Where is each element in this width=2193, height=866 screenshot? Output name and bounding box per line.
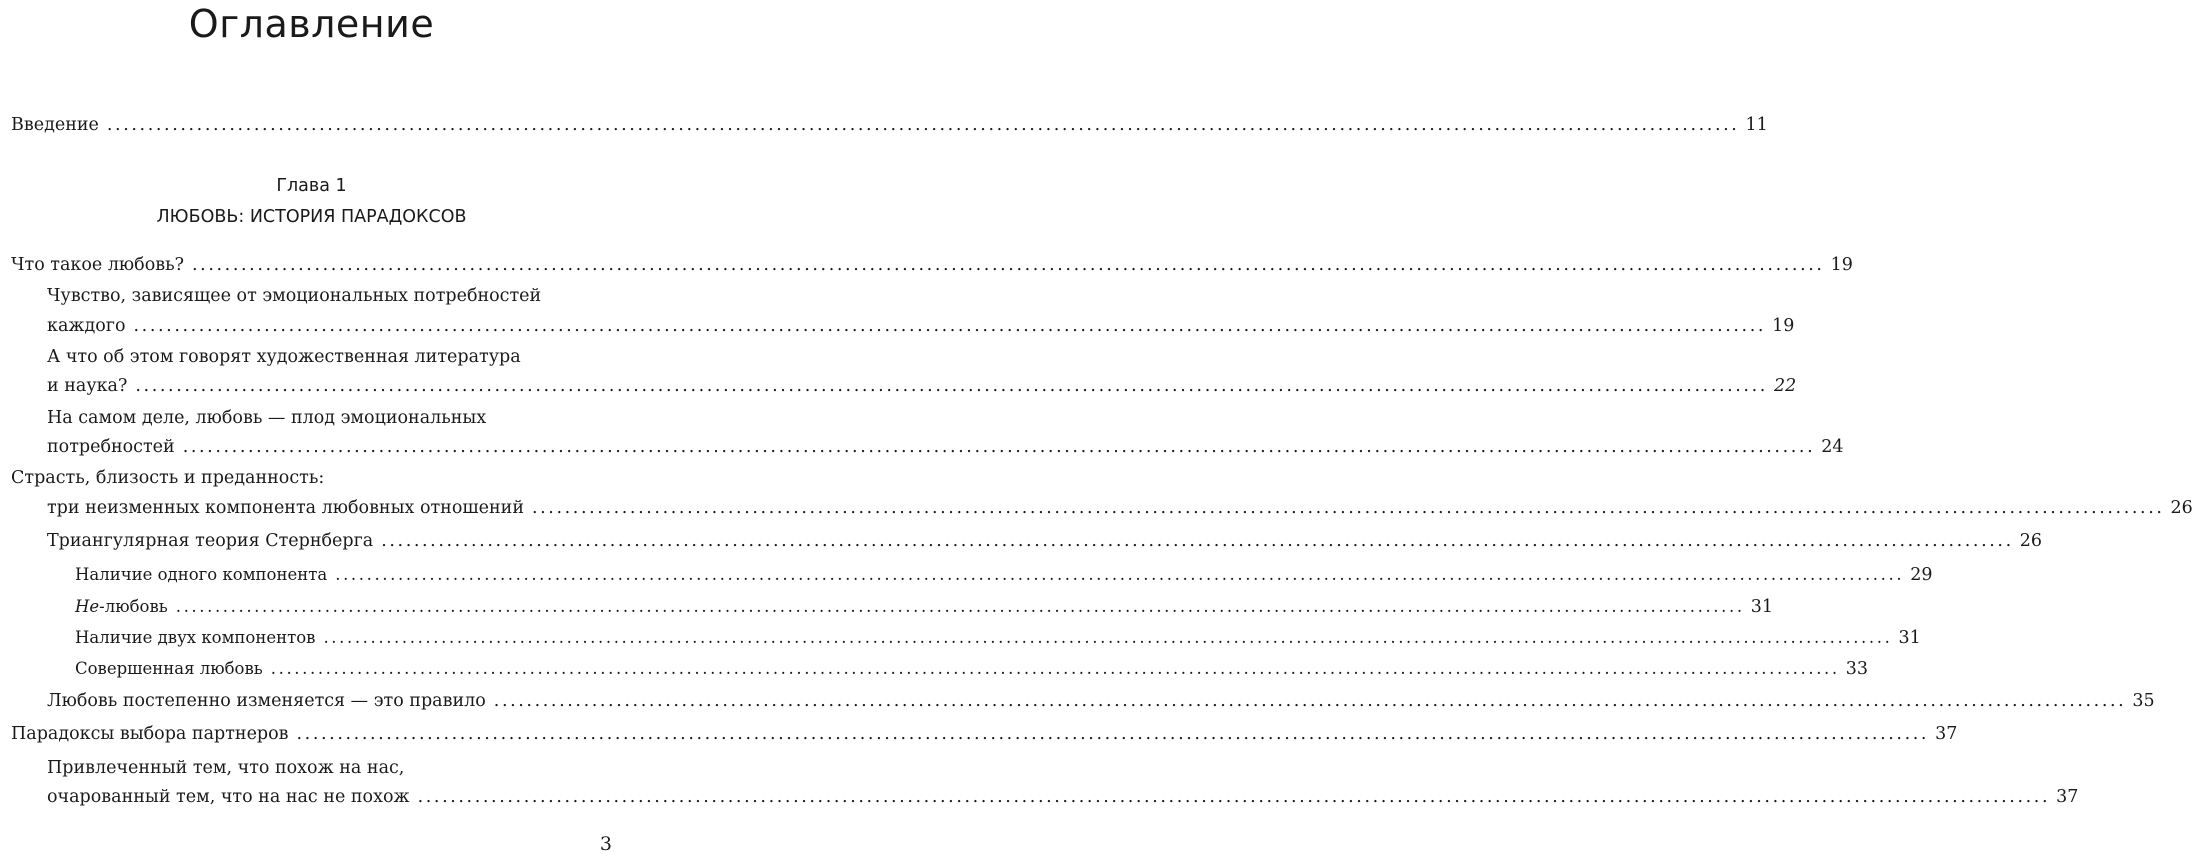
leader-dots: ........................................................................................................................................................................................................ (296, 724, 1930, 744)
toc-entry[interactable] (75, 596, 1773, 618)
leader-dots: ........................................................................................................................................................................................................ (335, 565, 1905, 584)
toc-page-number: 31 (1898, 628, 1921, 648)
toc-entry-text: три неизменных компонента любовных отношений (47, 498, 524, 518)
leader-dots: ........................................................................................................................................................................................................ (192, 255, 1825, 275)
leader-dots: ........................................................................................................................................................................................................ (133, 316, 1767, 336)
toc-entry[interactable] (47, 786, 2079, 808)
toc-entry[interactable] (75, 658, 1869, 680)
toc-entry[interactable] (75, 627, 1921, 649)
toc-entry-text (75, 596, 168, 618)
chapter-number: Глава 1 (276, 176, 347, 196)
toc-entry-text: Парадоксы выбора партнеров (11, 724, 289, 744)
chapter-title: ЛЮБОВЬ: ИСТОРИЯ ПАРАДОКСОВ (156, 207, 467, 227)
toc-page-number: 22 (1773, 376, 1797, 396)
toc-entry-text-italic: Не (75, 597, 100, 616)
toc-entry-text: каждого (47, 316, 126, 336)
toc-entry-text: Триангулярная теория Стернберга (47, 531, 374, 551)
toc-page-number: 33 (1845, 659, 1869, 679)
toc-page-number: 19 (1772, 316, 1795, 336)
toc-page-number: 26 (2019, 531, 2043, 551)
toc-entry[interactable] (11, 254, 1853, 276)
toc-entry-text-line1: Страсть, близость и преданность: (11, 468, 325, 488)
toc-entry-intro[interactable] (11, 114, 1768, 136)
toc-entry[interactable] (47, 315, 1795, 337)
leader-dots: ........................................................................................................................................................................................................ (381, 531, 2014, 551)
toc-entry[interactable] (47, 497, 2193, 519)
toc-entry-text: потребностей (47, 437, 175, 457)
toc-entry-text: Совершенная любовь (75, 659, 263, 678)
toc-page-number: 35 (2132, 691, 2155, 711)
toc-entry-text: Наличие двух компонентов (75, 628, 316, 647)
toc-entry-text: Любовь постепенно изменяется — это правило (47, 691, 486, 711)
leader-dots: ........................................................................................................................................................................................................ (106, 115, 1740, 135)
toc-entry-text-line1: Чувство, зависящее от эмоциональных потребностей (47, 286, 542, 306)
toc-entry[interactable] (47, 690, 2155, 712)
leader-dots: ........................................................................................................................................................................................................ (270, 659, 1840, 678)
toc-entry[interactable] (47, 530, 2043, 552)
toc-page-number: 29 (1910, 565, 1933, 585)
toc-entry-text-line1: А что об этом говорят художественная литература (47, 347, 521, 367)
leader-dots: ........................................................................................................................................................................................................ (417, 787, 2051, 807)
leader-dots: ........................................................................................................................................................................................................ (135, 376, 1768, 396)
toc-page-number: 37 (1935, 724, 1958, 744)
toc-entry[interactable] (11, 723, 1958, 745)
toc-page-number: 24 (1821, 437, 1844, 457)
toc-entry-text-line1: На самом деле, любовь — плод эмоциональных (47, 408, 487, 428)
leader-dots: ........................................................................................................................................................................................................ (493, 691, 2127, 711)
toc-entry-text-line1: Привлеченный тем, что похож на нас, (47, 758, 405, 778)
toc-entry[interactable] (47, 375, 1797, 397)
toc-page-number: 19 (1830, 255, 1853, 275)
toc-entry-text: и наука? (47, 376, 128, 396)
toc-entry-text: Наличие одного компонента (75, 565, 328, 584)
toc-page-number: 37 (2056, 787, 2079, 807)
leader-dots: ........................................................................................................................................................................................................ (182, 437, 1816, 457)
toc-entry-text: Что такое любовь? (11, 255, 185, 275)
page-title: Оглавление (188, 2, 435, 46)
leader-dots: ........................................................................................................................................................................................................ (323, 628, 1893, 647)
toc-entry[interactable] (75, 564, 1933, 586)
leader-dots: ........................................................................................................................................................................................................ (175, 597, 1745, 616)
page-number: 3 (599, 833, 612, 855)
toc-page-number: 11 (1745, 115, 1768, 135)
toc-entry-text: очарованный тем, что на нас не похож (47, 787, 410, 807)
leader-dots: ........................................................................................................................................................................................................ (531, 498, 2165, 518)
toc-entry[interactable] (47, 436, 1844, 458)
toc-entry-text-rest: -любовь (99, 597, 168, 616)
toc-page-number: 31 (1750, 597, 1773, 617)
toc-entry-text: Введение (11, 115, 99, 135)
toc-page-number: 26 (2170, 498, 2193, 518)
